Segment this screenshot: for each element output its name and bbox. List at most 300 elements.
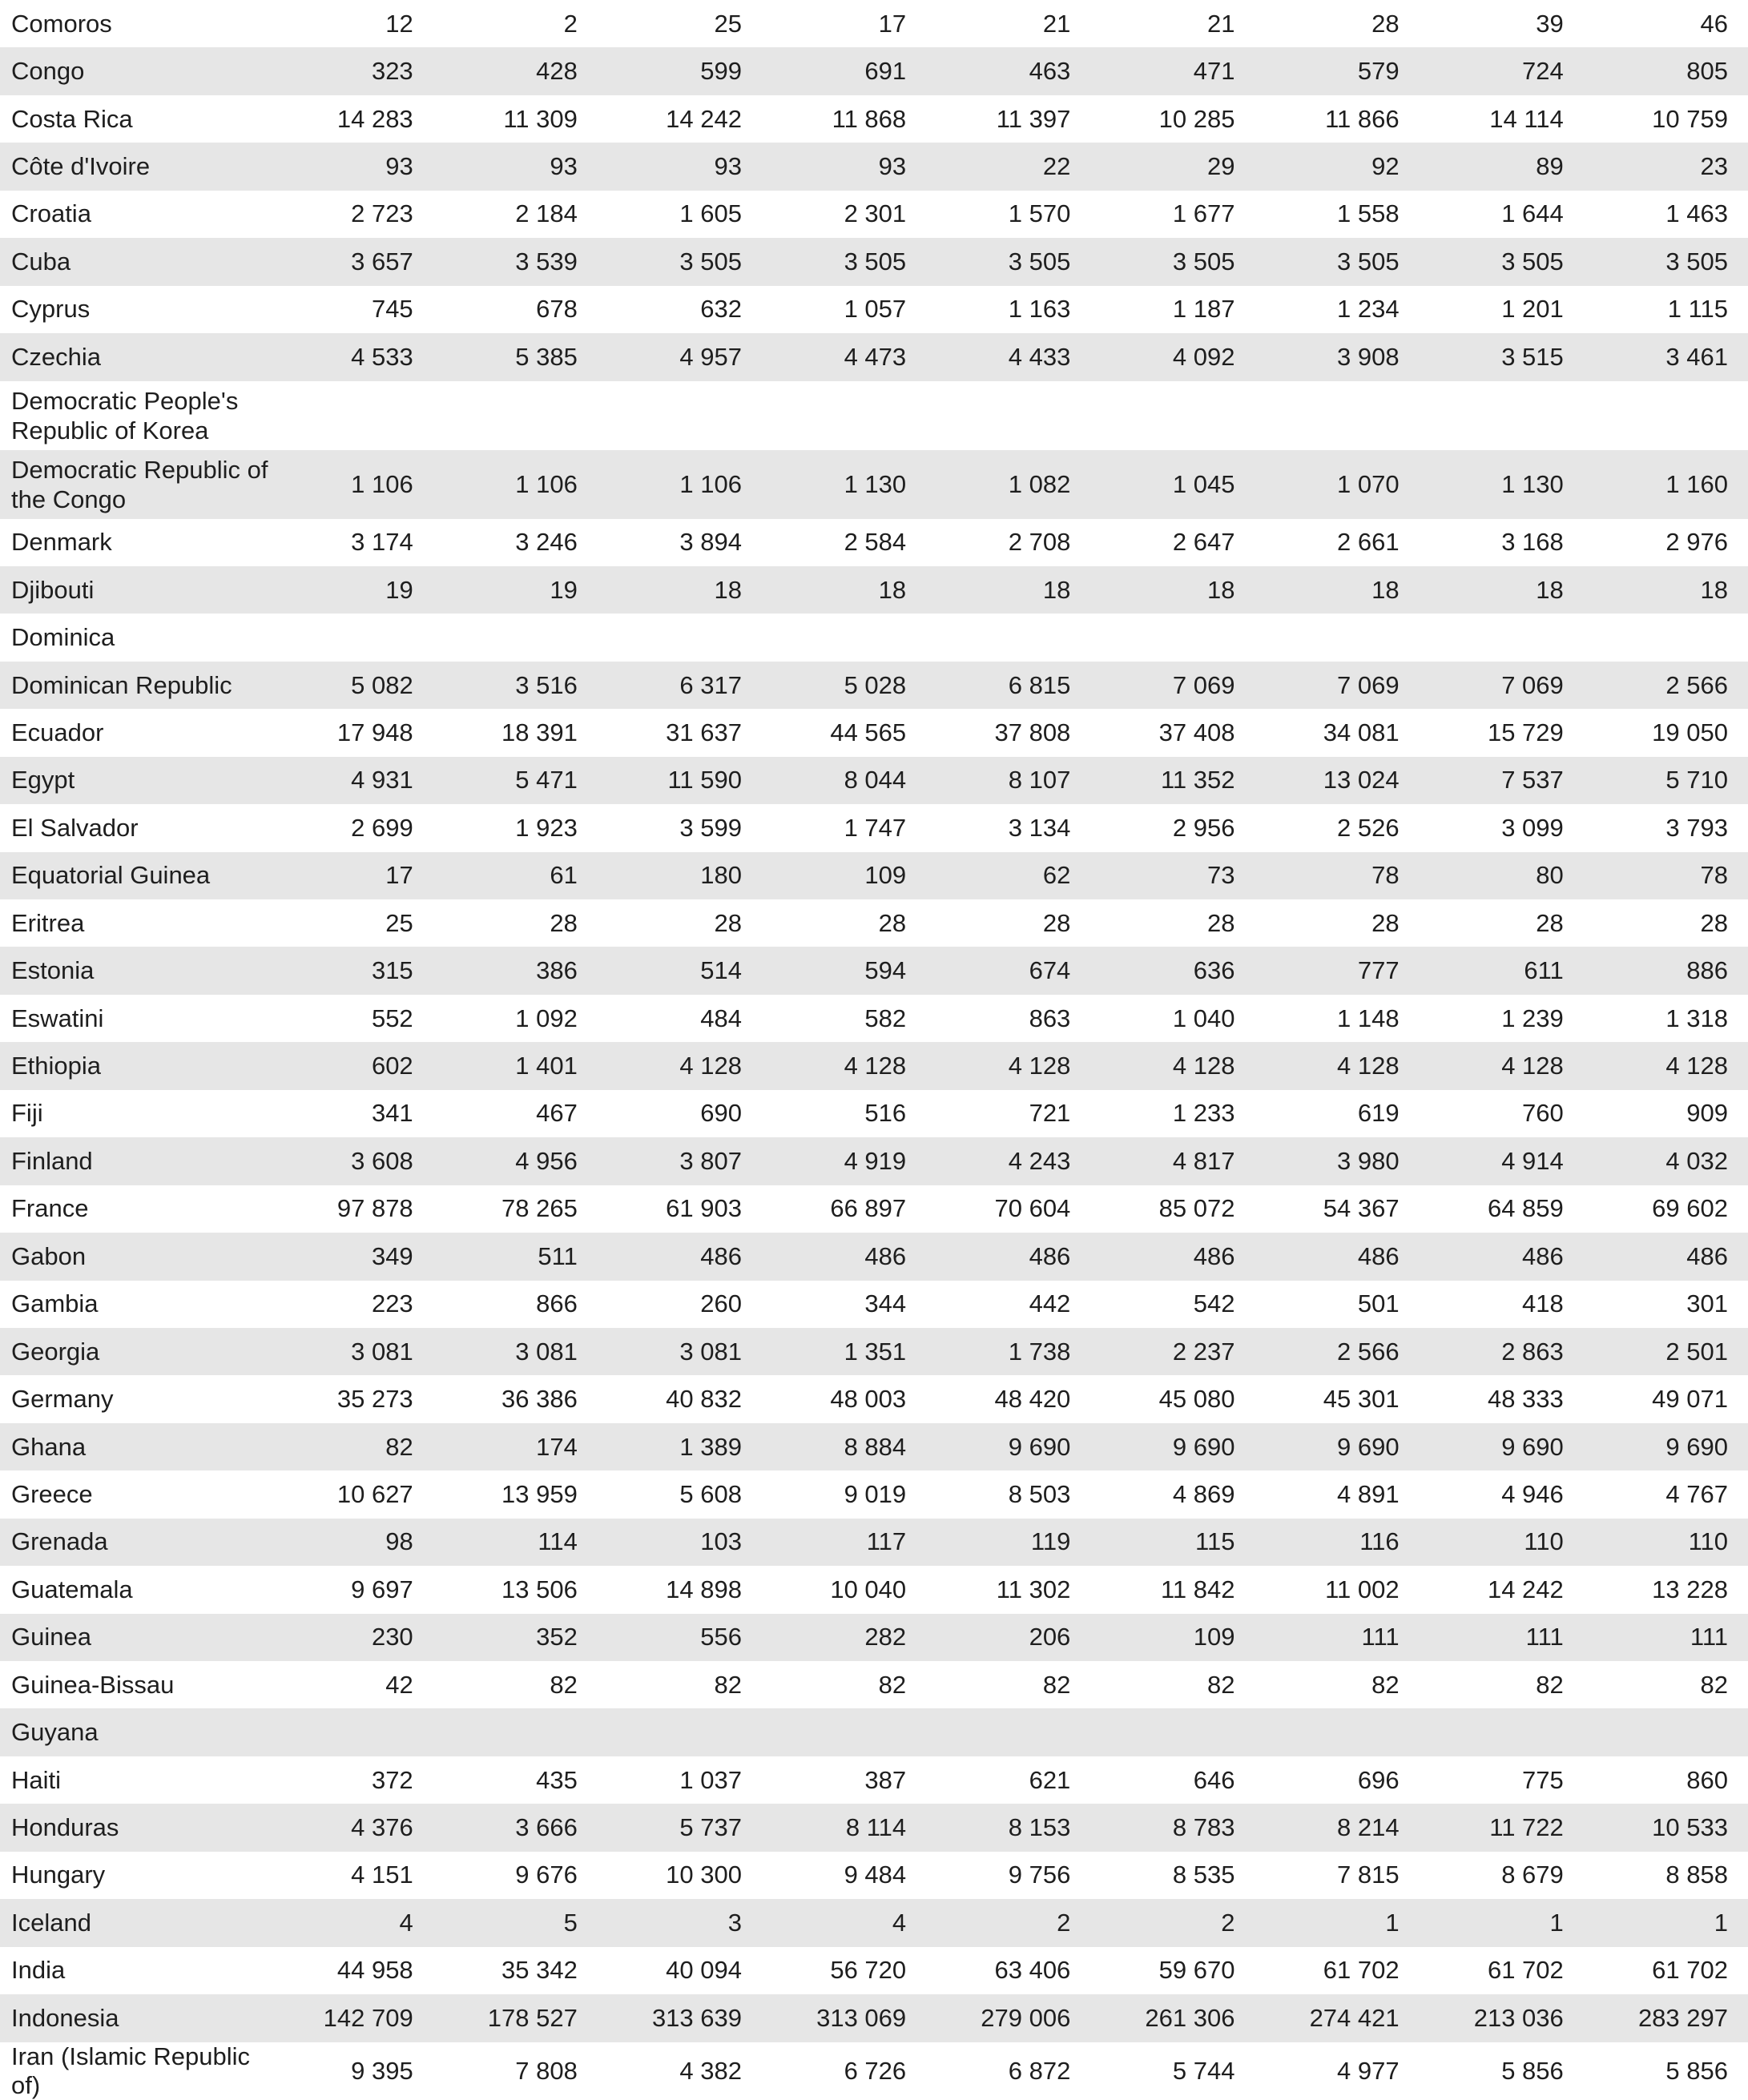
value-cell: 8 884 (844, 1432, 907, 1461)
value-cell: 3 657 (351, 247, 413, 276)
value-cell: 691 (864, 57, 907, 86)
value-cell: 724 (1522, 57, 1564, 86)
value-cell: 4 473 (844, 342, 907, 371)
value-cell: 18 391 (501, 718, 578, 746)
value-cell: 4 128 (679, 1052, 742, 1080)
country-cell: Guatemala (11, 1575, 133, 1603)
value-cell: 3 908 (1337, 342, 1400, 371)
value-cell (1584, 1708, 1748, 1756)
value-cell: 5 028 (844, 670, 907, 699)
value-cell: 82 (714, 1670, 742, 1699)
value-cell: 8 044 (844, 766, 907, 795)
value-cell: 341 (371, 1099, 413, 1128)
value-cell: 3 793 (1665, 813, 1728, 842)
value-cell: 4 128 (1008, 1052, 1071, 1080)
country-cell: Hungary (11, 1861, 106, 1889)
value-cell: 3 081 (679, 1337, 742, 1366)
value-cell: 4 (399, 1908, 413, 1937)
table-row (0, 1470, 1748, 1518)
value-cell: 213 036 (1473, 2003, 1564, 2032)
value-cell: 11 590 (667, 766, 742, 795)
value-cell: 12 (385, 9, 413, 38)
country-cell: Iran (Islamic Republic of) (11, 2042, 251, 2099)
value-cell (433, 1708, 598, 1756)
value-cell: 2 566 (1337, 1337, 1400, 1366)
country-cell: Gabon (11, 1241, 87, 1270)
table-row (0, 1137, 1748, 1185)
value-cell: 109 (1193, 1623, 1235, 1651)
value-cell: 1 234 (1337, 295, 1400, 324)
country-cell: Eswatini (11, 1004, 104, 1032)
value-cell: 486 (864, 1241, 907, 1270)
value-cell: 5 737 (679, 1813, 742, 1842)
value-cell: 2 184 (515, 199, 578, 228)
value-cell: 486 (1193, 1241, 1235, 1270)
value-cell: 866 (536, 1289, 578, 1318)
value-cell: 619 (1357, 1099, 1400, 1128)
value-cell: 323 (371, 57, 413, 86)
value-cell: 61 702 (1323, 1956, 1400, 1985)
value-cell: 1 558 (1337, 199, 1400, 228)
value-cell: 7 069 (1337, 670, 1400, 699)
country-cell: India (11, 1956, 66, 1985)
country-cell: Ecuador (11, 718, 104, 746)
country-cell: Ghana (11, 1432, 87, 1461)
value-cell: 886 (1686, 956, 1728, 985)
value-cell: 2 647 (1172, 528, 1235, 557)
value-cell: 80 (1536, 861, 1564, 890)
value-cell: 1 163 (1008, 295, 1071, 324)
value-cell: 3 505 (1172, 247, 1235, 276)
value-cell: 4 128 (844, 1052, 907, 1080)
value-cell: 17 (385, 861, 413, 890)
value-cell: 5 (563, 1908, 578, 1937)
value-cell: 7 537 (1501, 766, 1564, 795)
country-cell: El Salvador (11, 813, 139, 842)
country-cell: Gambia (11, 1289, 99, 1318)
value-cell: 11 397 (996, 104, 1071, 133)
value-cell: 29 (1206, 152, 1235, 181)
country-cell: Honduras (11, 1813, 119, 1842)
value-cell: 1 239 (1501, 1004, 1564, 1032)
country-cell: Cuba (11, 247, 71, 276)
value-cell: 2 (1221, 1908, 1235, 1937)
value-cell: 3 894 (679, 528, 742, 557)
value-cell: 35 342 (501, 1956, 578, 1985)
value-cell: 3 666 (515, 1813, 578, 1842)
value-cell: 3 505 (1008, 247, 1071, 276)
value-cell: 18 (1536, 575, 1564, 604)
value-cell: 674 (1029, 956, 1071, 985)
table-row (0, 1614, 1748, 1661)
value-cell (1255, 614, 1419, 661)
value-cell: 4 128 (1337, 1052, 1400, 1080)
value-cell (269, 381, 433, 450)
value-cell: 721 (1029, 1099, 1071, 1128)
value-cell: 9 690 (1172, 1432, 1235, 1461)
value-cell: 92 (1371, 152, 1400, 181)
value-cell: 45 080 (1158, 1385, 1235, 1414)
value-cell: 5 744 (1172, 2056, 1235, 2085)
value-cell: 9 395 (351, 2056, 413, 2085)
value-cell: 9 690 (1008, 1432, 1071, 1461)
value-cell: 2 956 (1172, 813, 1235, 842)
country-cell: Costa Rica (11, 104, 133, 133)
value-cell: 2 301 (844, 199, 907, 228)
value-cell: 25 (714, 9, 742, 38)
value-cell: 9 697 (351, 1575, 413, 1603)
value-cell: 6 872 (1008, 2056, 1071, 2085)
value-cell: 4 767 (1665, 1479, 1728, 1508)
table-row (0, 1852, 1748, 1899)
value-cell: 486 (700, 1241, 742, 1270)
value-cell: 13 024 (1323, 766, 1400, 795)
value-cell: 19 (385, 575, 413, 604)
value-cell: 66 897 (830, 1194, 907, 1223)
value-cell: 418 (1522, 1289, 1564, 1318)
value-cell: 11 722 (1489, 1813, 1564, 1842)
value-cell: 82 (1700, 1670, 1728, 1699)
value-cell: 4 914 (1501, 1146, 1564, 1175)
value-cell: 28 (1042, 908, 1071, 937)
value-cell: 2 863 (1501, 1337, 1564, 1366)
value-cell (762, 1708, 926, 1756)
value-cell: 11 002 (1325, 1575, 1400, 1603)
value-cell: 313 639 (651, 2003, 742, 2032)
value-cell: 110 (1524, 1527, 1564, 1556)
value-cell: 386 (536, 956, 578, 985)
country-cell: Croatia (11, 199, 91, 228)
value-cell (1420, 614, 1584, 661)
value-cell: 486 (1522, 1241, 1564, 1270)
table-row (0, 1090, 1748, 1137)
value-cell: 48 420 (994, 1385, 1071, 1414)
value-cell: 19 050 (1652, 718, 1728, 746)
value-cell: 82 (1206, 1670, 1235, 1699)
country-cell: Grenada (11, 1527, 108, 1556)
value-cell: 13 959 (501, 1479, 578, 1508)
country-cell: Finland (11, 1146, 93, 1175)
value-cell: 486 (1029, 1241, 1071, 1270)
table-row (0, 899, 1748, 947)
value-cell: 805 (1686, 57, 1728, 86)
value-cell: 4 946 (1501, 1479, 1564, 1508)
value-cell: 1 037 (679, 1765, 742, 1794)
value-cell (598, 1708, 762, 1756)
value-cell: 11 866 (1325, 104, 1400, 133)
value-cell: 3 081 (351, 1337, 413, 1366)
value-cell: 4 (892, 1908, 907, 1937)
value-cell: 556 (700, 1623, 742, 1651)
value-cell (1255, 381, 1419, 450)
value-cell: 114 (538, 1527, 578, 1556)
value-cell: 36 386 (501, 1385, 578, 1414)
value-cell: 261 306 (1145, 2003, 1235, 2032)
value-cell: 230 (371, 1623, 413, 1651)
value-cell: 2 501 (1665, 1337, 1728, 1366)
value-cell: 1 106 (515, 469, 578, 498)
value-cell: 1 082 (1008, 469, 1071, 498)
value-cell: 8 783 (1172, 1813, 1235, 1842)
value-cell: 82 (1371, 1670, 1400, 1699)
value-cell: 111 (1525, 1623, 1564, 1651)
value-cell: 63 406 (994, 1956, 1071, 1985)
value-cell: 9 019 (844, 1479, 907, 1508)
country-cell: Greece (11, 1479, 93, 1508)
value-cell: 4 128 (1172, 1052, 1235, 1080)
value-cell: 14 242 (1487, 1575, 1564, 1603)
value-cell: 3 505 (844, 247, 907, 276)
value-cell: 64 859 (1487, 1194, 1564, 1223)
value-cell: 85 072 (1158, 1194, 1235, 1223)
table-row (0, 1708, 1748, 1756)
value-cell: 15 729 (1487, 718, 1564, 746)
table-row (0, 1233, 1748, 1280)
value-cell: 4 931 (351, 766, 413, 795)
value-cell: 115 (1195, 1527, 1235, 1556)
value-cell: 4 128 (1501, 1052, 1564, 1080)
value-cell: 18 (1206, 575, 1235, 604)
value-cell: 5 608 (679, 1479, 742, 1508)
value-cell: 646 (1193, 1765, 1235, 1794)
value-cell: 73 (1206, 861, 1235, 890)
value-cell (598, 614, 762, 661)
table-row (0, 1423, 1748, 1470)
value-cell: 54 367 (1323, 1194, 1400, 1223)
value-cell (269, 614, 433, 661)
value-cell: 621 (1029, 1765, 1071, 1794)
table-row (0, 1661, 1748, 1708)
value-cell: 542 (1193, 1289, 1235, 1318)
value-cell: 1 092 (515, 1004, 578, 1032)
value-cell: 117 (866, 1527, 907, 1556)
value-cell: 37 808 (994, 718, 1071, 746)
value-cell: 6 726 (844, 2056, 907, 2085)
country-cell: Guyana (11, 1718, 99, 1747)
value-cell: 599 (700, 57, 742, 86)
value-cell: 4 092 (1172, 342, 1235, 371)
value-cell: 7 069 (1501, 670, 1564, 699)
value-cell: 372 (371, 1765, 413, 1794)
value-cell: 863 (1029, 1004, 1071, 1032)
value-cell: 11 309 (503, 104, 578, 133)
value-cell (926, 381, 1090, 450)
value-cell: 14 283 (336, 104, 413, 133)
value-cell: 5 856 (1501, 2056, 1564, 2085)
value-cell: 4 128 (1665, 1052, 1728, 1080)
value-cell: 9 690 (1665, 1432, 1728, 1461)
value-cell: 2 584 (844, 528, 907, 557)
value-cell: 1 115 (1667, 295, 1728, 324)
value-cell: 4 382 (679, 2056, 742, 2085)
value-cell: 1 148 (1337, 1004, 1400, 1032)
table-row (0, 286, 1748, 333)
table-row (0, 450, 1748, 519)
value-cell: 3 134 (1008, 813, 1071, 842)
value-cell: 860 (1686, 1765, 1728, 1794)
value-cell: 486 (1357, 1241, 1400, 1270)
value-cell: 1 570 (1008, 199, 1071, 228)
value-cell: 3 (727, 1908, 742, 1937)
value-cell: 23 (1700, 152, 1728, 181)
value-cell: 10 533 (1652, 1813, 1728, 1842)
value-cell: 93 (550, 152, 578, 181)
table-row (0, 0, 1748, 47)
value-cell: 352 (536, 1623, 578, 1651)
value-cell (433, 381, 598, 450)
value-cell: 3 505 (1665, 247, 1728, 276)
value-cell: 1 401 (515, 1052, 578, 1080)
value-cell: 775 (1522, 1765, 1564, 1794)
value-cell: 2 237 (1172, 1337, 1235, 1366)
country-cell: Egypt (11, 766, 75, 795)
value-cell: 4 151 (351, 1861, 413, 1889)
value-cell: 696 (1357, 1765, 1400, 1794)
value-cell: 34 081 (1323, 718, 1400, 746)
value-cell: 1 644 (1501, 199, 1564, 228)
value-cell: 3 515 (1501, 342, 1564, 371)
country-cell: Cyprus (11, 295, 91, 324)
value-cell: 178 527 (487, 2003, 578, 2032)
value-cell: 111 (1690, 1623, 1728, 1651)
value-cell: 602 (371, 1052, 413, 1080)
country-cell: Haiti (11, 1765, 62, 1794)
value-cell: 223 (371, 1289, 413, 1318)
value-cell: 3 539 (515, 247, 578, 276)
value-cell: 594 (864, 956, 907, 985)
country-cell: Comoros (11, 9, 112, 38)
value-cell: 206 (1029, 1623, 1071, 1651)
value-cell: 78 (1700, 861, 1728, 890)
value-cell: 111 (1361, 1623, 1400, 1651)
value-cell: 279 006 (981, 2003, 1071, 2032)
value-cell: 18 (1042, 575, 1071, 604)
value-cell: 4 977 (1337, 2056, 1400, 2085)
value-cell: 44 565 (830, 718, 907, 746)
value-cell: 1 070 (1337, 469, 1400, 498)
table-row (0, 614, 1748, 661)
value-cell: 78 265 (501, 1194, 578, 1223)
value-cell: 2 (1057, 1908, 1071, 1937)
value-cell: 3 980 (1337, 1146, 1400, 1175)
value-cell: 387 (864, 1765, 907, 1794)
value-cell: 103 (700, 1527, 742, 1556)
value-cell: 11 842 (1160, 1575, 1235, 1603)
value-cell: 2 (563, 9, 578, 38)
value-cell: 2 661 (1337, 528, 1400, 557)
value-cell: 344 (864, 1289, 907, 1318)
value-cell: 313 069 (816, 2003, 907, 2032)
value-cell: 428 (536, 57, 578, 86)
value-cell: 31 637 (666, 718, 742, 746)
value-cell: 116 (1359, 1527, 1400, 1556)
value-cell: 1 130 (844, 469, 907, 498)
value-cell: 82 (878, 1670, 907, 1699)
value-cell: 174 (536, 1432, 578, 1461)
country-cell: Czechia (11, 342, 101, 371)
value-cell: 3 599 (679, 813, 742, 842)
table-row (0, 852, 1748, 899)
value-cell: 3 505 (679, 247, 742, 276)
value-cell: 28 (1700, 908, 1728, 937)
value-cell (1420, 381, 1584, 450)
value-cell: 579 (1357, 57, 1400, 86)
value-cell: 40 832 (666, 1385, 742, 1414)
value-cell: 3 246 (515, 528, 578, 557)
value-cell: 1 677 (1172, 199, 1235, 228)
table-row (0, 662, 1748, 709)
value-cell: 301 (1686, 1289, 1728, 1318)
value-cell: 3 461 (1665, 342, 1728, 371)
value-cell: 93 (385, 152, 413, 181)
value-cell: 9 676 (515, 1861, 578, 1889)
table-row (0, 709, 1748, 756)
value-cell: 42 (385, 1670, 413, 1699)
value-cell: 8 153 (1008, 1813, 1071, 1842)
value-cell: 777 (1357, 956, 1400, 985)
value-cell: 56 720 (830, 1956, 907, 1985)
value-cell: 28 (550, 908, 578, 937)
value-cell: 14 242 (666, 104, 742, 133)
table-row (0, 566, 1748, 614)
value-cell (762, 614, 926, 661)
value-cell: 486 (1686, 1241, 1728, 1270)
value-cell: 8 858 (1665, 1861, 1728, 1889)
value-cell: 3 174 (351, 528, 413, 557)
value-cell: 93 (714, 152, 742, 181)
value-cell: 3 099 (1501, 813, 1564, 842)
value-cell: 8 535 (1172, 1861, 1235, 1889)
value-cell: 13 228 (1652, 1575, 1728, 1603)
value-cell: 9 756 (1008, 1861, 1071, 1889)
value-cell: 467 (536, 1099, 578, 1128)
value-cell: 61 702 (1652, 1956, 1728, 1985)
value-cell: 632 (700, 295, 742, 324)
value-cell: 516 (864, 1099, 907, 1128)
country-cell: Dominican Republic (11, 670, 232, 699)
value-cell: 48 003 (830, 1385, 907, 1414)
value-cell: 45 301 (1323, 1385, 1400, 1414)
value-cell: 28 (1206, 908, 1235, 937)
value-cell: 22 (1042, 152, 1071, 181)
value-cell: 18 (1700, 575, 1728, 604)
country-cell: Iceland (11, 1908, 91, 1937)
value-cell: 349 (371, 1241, 413, 1270)
value-cell: 9 690 (1337, 1432, 1400, 1461)
country-cell: Congo (11, 57, 85, 86)
value-cell: 28 (714, 908, 742, 937)
value-cell: 1 160 (1665, 469, 1728, 498)
table-row (0, 381, 1748, 450)
country-cell: Fiji (11, 1099, 43, 1128)
value-cell: 283 297 (1637, 2003, 1728, 2032)
value-cell: 1 201 (1501, 295, 1564, 324)
value-cell: 1 057 (844, 295, 907, 324)
value-cell: 4 957 (679, 342, 742, 371)
value-cell: 5 471 (515, 766, 578, 795)
value-cell: 1 463 (1665, 199, 1728, 228)
value-cell (1255, 1708, 1419, 1756)
value-cell: 260 (700, 1289, 742, 1318)
value-cell: 14 114 (1489, 104, 1564, 133)
value-cell: 690 (700, 1099, 742, 1128)
value-cell: 3 505 (1501, 247, 1564, 276)
value-cell: 37 408 (1158, 718, 1235, 746)
table-row (0, 1519, 1748, 1566)
value-cell: 9 690 (1501, 1432, 1564, 1461)
value-cell: 1 106 (351, 469, 413, 498)
value-cell (926, 614, 1090, 661)
